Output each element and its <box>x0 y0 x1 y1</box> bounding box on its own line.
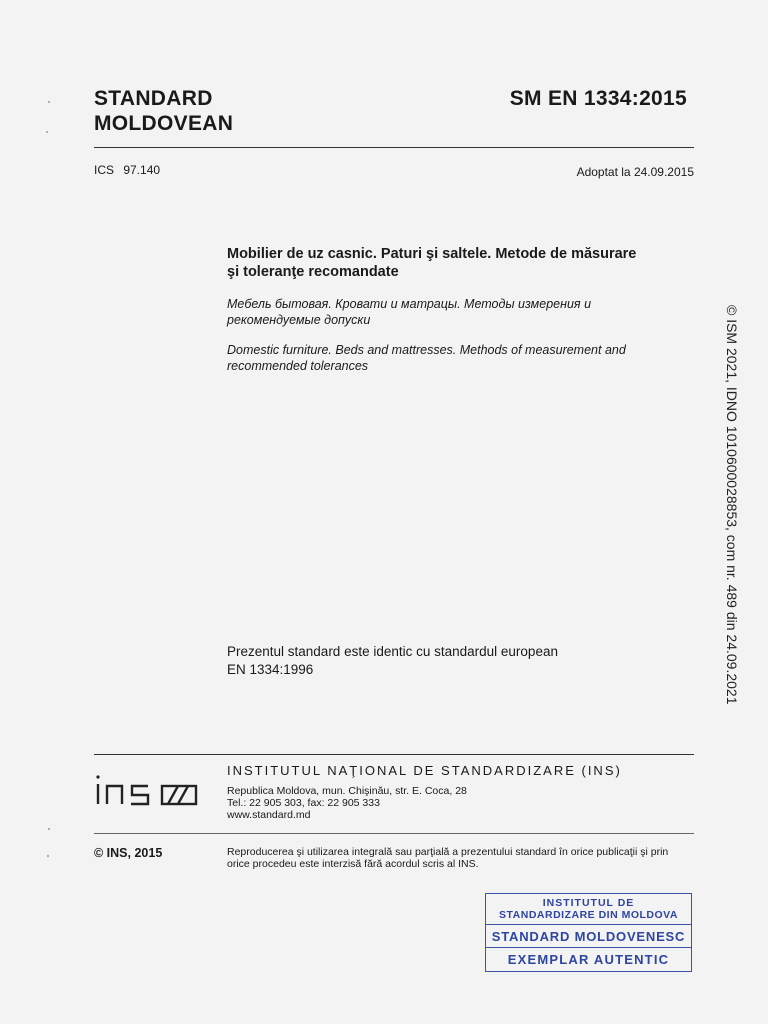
stamp-divider <box>486 947 691 948</box>
stamp-line1: INSTITUTUL DE <box>542 897 635 909</box>
reproduction-line1: Reproducerea şi utilizarea integrală sau parţială a prezentului standard în orice publicaţii şi prin <box>227 846 669 858</box>
identity-line2: EN 1334:1996 <box>227 662 314 677</box>
title-english-line2: recommended tolerances <box>227 359 369 373</box>
standard-title-line1: STANDARD <box>94 87 213 110</box>
identity-line1: Prezentul standard este identic cu standardul european <box>227 644 558 659</box>
copyright-notice: © INS, 2015 <box>94 846 163 860</box>
stamp-line3: STANDARD MOLDOVENESC <box>491 929 686 944</box>
scan-speck <box>46 131 48 133</box>
copyright-side-note: © ISM 2021, IDNO 1010600028853, com nr. 489 din 24.09.2021 <box>724 305 740 705</box>
stamp-line4: EXEMPLAR AUTENTIC <box>507 952 670 967</box>
ics-code: ICS 97.140 <box>94 163 161 177</box>
header-divider <box>94 147 694 148</box>
title-russian-line2: рекомендуемые допуски <box>227 313 371 327</box>
adoption-date: Adoptat la 24.09.2015 <box>576 165 694 179</box>
standard-code: SM EN 1334:2015 <box>509 87 687 110</box>
stamp-line2: STANDARDIZARE DIN MOLDOVA <box>499 909 678 921</box>
scan-speck <box>48 828 50 830</box>
title-russian-line1: Мебель бытовая. Кровати и матрацы. Методы измерения и <box>227 297 592 311</box>
identity-statement <box>227 643 647 679</box>
institute-name: INSTITUTUL NAŢIONAL DE STANDARDIZARE (INS) <box>227 763 622 778</box>
scan-speck <box>47 855 49 857</box>
institute-address: Republica Moldova, mun. Chişinău, str. E. Coca, 28 <box>227 785 467 797</box>
standard-title-line2: MOLDOVEAN <box>94 112 234 135</box>
reproduction-line2: orice procedeu este interzisă fără acordul scris al INS. <box>227 858 479 870</box>
title-romanian-line2: şi toleranţe recomandate <box>227 264 399 280</box>
footer-divider <box>94 833 694 834</box>
reproduction-notice <box>227 846 697 870</box>
scan-speck <box>48 101 50 103</box>
title-english-line1: Domestic furniture. Beds and mattresses. Methods of measurement and <box>227 343 626 357</box>
title-russian <box>227 296 667 328</box>
standard-title <box>94 86 233 136</box>
ins-logo <box>94 774 204 808</box>
authenticity-stamp <box>485 893 692 972</box>
institute-phone: Tel.: 22 905 303, fax: 22 905 333 <box>227 797 380 809</box>
title-english <box>227 342 687 374</box>
institute-website: www.standard.md <box>227 809 311 821</box>
stamp-divider <box>486 924 691 925</box>
institute-divider <box>94 754 694 755</box>
institute-contacts <box>227 785 467 821</box>
title-romanian <box>227 245 697 281</box>
title-romanian-line1: Mobilier de uz casnic. Paturi şi saltele. Metode de măsurare <box>227 246 637 262</box>
